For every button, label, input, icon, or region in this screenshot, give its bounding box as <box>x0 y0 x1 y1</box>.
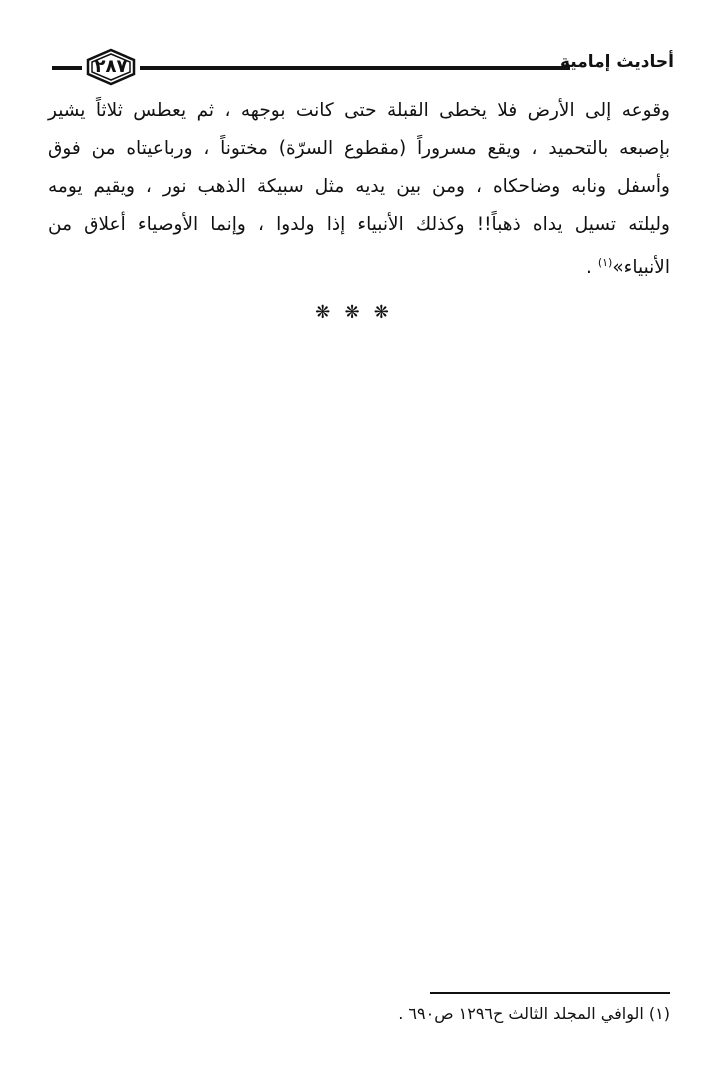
header-rule-left <box>52 66 82 70</box>
text-line: وليلته تسيل يداه ذهباً!! وكذلك الأنبياء إذا ولدوا ، وإنما الأوصياء أعلاق من <box>48 214 670 235</box>
text-line-last <box>48 244 670 287</box>
footnote-rule <box>430 992 670 994</box>
main-paragraph <box>48 92 670 287</box>
page-number: ٢٨٧ <box>94 56 128 77</box>
section-separator: ❋ ❋ ❋ <box>315 302 393 323</box>
header-rule <box>140 66 570 70</box>
page-header <box>52 46 674 86</box>
text-line: وقوعه إلى الأرض فلا يخطى القبلة حتى كانت بوجهه ، ثم يعطس ثلاثاً يشير <box>48 100 670 121</box>
running-title: أحاديث إمامية <box>560 52 674 72</box>
page-number-badge <box>84 48 138 86</box>
footnote: (١) الوافي المجلد الثالث ح١٢٩٦ ص٦٩٠ . <box>398 1004 670 1023</box>
line-end-mark: . <box>586 257 598 279</box>
text-fragment: الأنبياء» <box>612 257 670 279</box>
text-line: وأسفل ونابه وضاحكاه ، ومن بين يديه مثل سبيكة الذهب نور ، ويقيم يومه <box>48 176 670 197</box>
footnote-reference: (١) <box>597 256 613 269</box>
text-line: بإصبعه بالتحميد ، ويقع مسروراً (مقطوع السرّة) مختوناً ، ورباعيتاه من فوق <box>48 138 670 159</box>
